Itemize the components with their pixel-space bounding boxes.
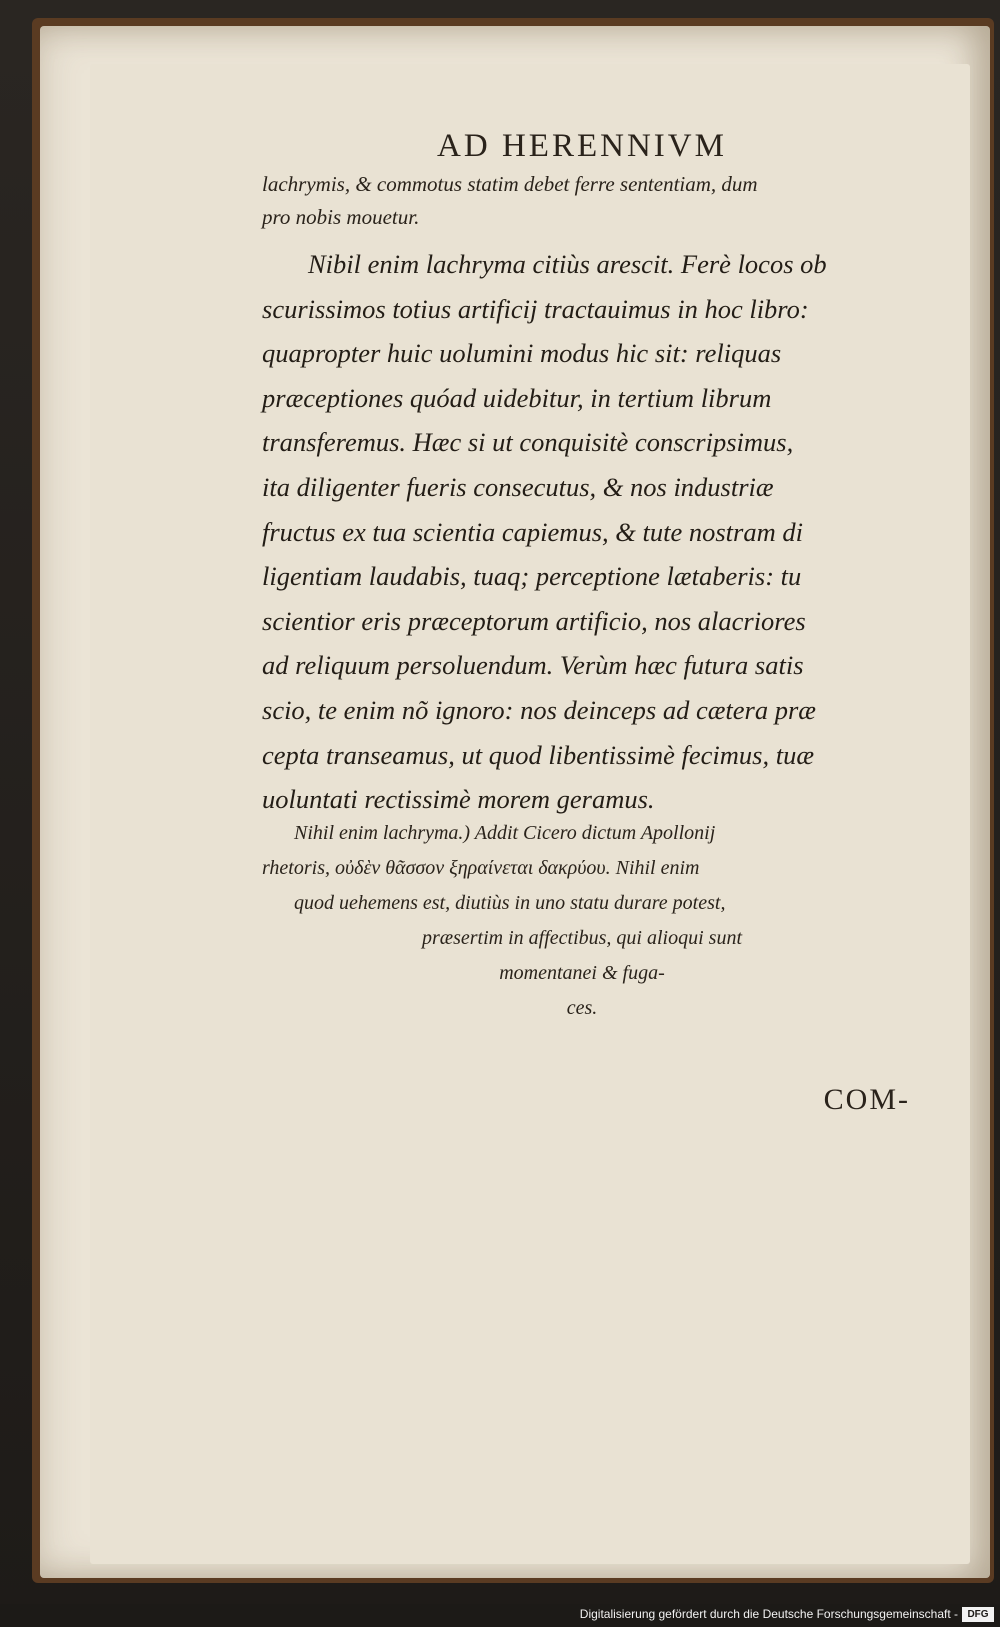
commentary-line: præsertim in affectibus, qui alioqui sunt xyxy=(421,927,742,949)
text-line: pro nobis mouetur. xyxy=(262,205,420,229)
text-line: Nibil enim lachryma citiùs arescit. Ferè locos ob xyxy=(308,249,827,279)
text-line: scientior eris præceptorum artificio, nos alacriores xyxy=(262,605,806,636)
continued-text xyxy=(262,168,902,234)
catchword: COM- xyxy=(823,1083,910,1116)
dfg-logo: DFG xyxy=(962,1607,994,1622)
text-line: uoluntati rectissimè morem geramus. xyxy=(262,784,655,815)
commentary-line: quod uehemens est, diutiùs in uno statu durare potest, xyxy=(294,892,726,914)
running-head: AD HERENNIVM xyxy=(437,128,727,164)
commentary-line: Nihil enim lachryma.) Addit Cicero dictum Apollonij xyxy=(294,822,716,844)
text-line: fructus ex tua scientia capiemus, & tute nostram di xyxy=(262,516,803,547)
commentary-note xyxy=(262,816,902,1026)
text-line: ita diligenter fueris consecutus, & nos industriæ xyxy=(262,471,774,502)
text-line: ligentiam laudabis, tuaq; perceptione lætaberis: tu xyxy=(262,561,802,592)
text-line: scurissimos totius artificij tractauimus in hoc libro: xyxy=(262,293,809,324)
text-line: cepta transeamus, ut quod libentissimè fecimus, tuæ xyxy=(262,739,815,770)
commentary-line: momentanei & fuga- xyxy=(499,962,665,984)
text-line: præceptiones quóad uidebitur, in tertium librum xyxy=(262,382,772,413)
text-line: transferemus. Hæc si ut conquisitè conscripsimus, xyxy=(262,427,794,458)
main-paragraph xyxy=(262,242,902,822)
text-line: scio, te enim nõ ignoro: nos deinceps ad cætera præ xyxy=(262,694,816,725)
text-line: quapropter huic uolumini modus hic sit: reliquas xyxy=(262,338,782,369)
commentary-line: rhetoris, οὐδὲν θᾶσσον ξηραίνεται δακρύου. Nihil enim xyxy=(262,857,700,879)
commentary-line: ces. xyxy=(566,997,598,1019)
footer-credit: Digitalisierung gefördert durch die Deutsche Forschungsgemeinschaft - xyxy=(579,1607,958,1621)
text-line: ad reliquum persoluendum. Verùm hæc futura satis xyxy=(262,650,804,681)
text-line: lachrymis, & commotus statim debet ferre sententiam, dum xyxy=(262,172,758,196)
digitization-footer xyxy=(0,1604,1000,1627)
